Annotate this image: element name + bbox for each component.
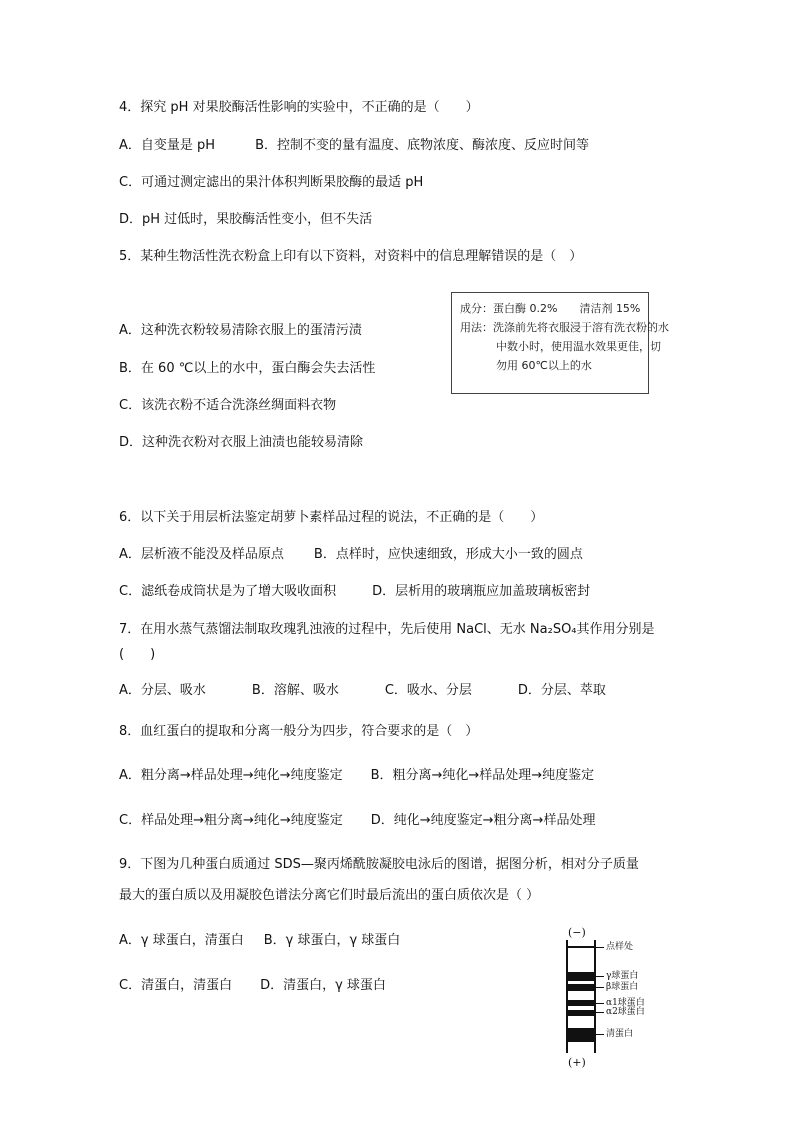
sample-origin-line — [568, 946, 594, 948]
alpha2-globulin-label: α2球蛋白 — [606, 1007, 645, 1017]
q4-option-d: D．pH 过低时，果胶酶活性变小，但不失活 — [119, 212, 373, 227]
q5-stem: 5．某种生物活性洗衣粉盒上印有以下资料，对资料中的信息理解错误的是（ ） — [119, 249, 583, 264]
q7-stem-paren: ( ) — [119, 647, 156, 662]
band-beta-globulin — [568, 984, 594, 991]
q8-options-row1 — [119, 767, 594, 785]
negative-pole-label: (−) — [568, 926, 586, 939]
q5-option-b: B．在 60 ℃以上的水中，蛋白酶会失去活性 — [119, 361, 376, 376]
q4-option-b: B．控制不变的量有温度、底物浓度、酶浓度、反应时间等 — [255, 138, 589, 153]
q6-options-row1 — [119, 546, 583, 564]
origin-pointer — [596, 947, 604, 948]
info-box-line-4: 勿用 60℃以上的水 — [496, 359, 592, 372]
band-alpha2-globulin — [568, 1010, 594, 1016]
band-alpha1-globulin — [568, 1000, 594, 1006]
q6-option-b: B．点样时，应快速细致，形成大小一致的圆点 — [313, 547, 583, 562]
q8-option-c: C．样品处理→粗分离→纯化→纯度鉴定 — [119, 813, 343, 828]
albumin-label: 清蛋白 — [606, 1029, 634, 1039]
alpha1-globulin-label: α1球蛋白 — [606, 998, 645, 1008]
q6-option-d: D．层析用的玻璃瓶应加盖玻璃板密封 — [372, 584, 591, 599]
q4-options-row1 — [119, 137, 589, 155]
q9-option-d: D．清蛋白，γ 球蛋白 — [260, 978, 386, 993]
q5-option-c: C．该洗衣粉不适合洗涤丝绸面料衣物 — [119, 398, 337, 413]
q8-options-row2 — [119, 812, 595, 830]
q6-stem: 6．以下关于用层析法鉴定胡萝卜素样品过程的说法，不正确的是（ ） — [119, 510, 544, 525]
q4-stem: 4．探究 pH 对果胶酶活性影响的实验中，不正确的是（ ） — [119, 100, 479, 115]
gamma-globulin-label: γ球蛋白 — [606, 971, 639, 981]
q7-stem: 7．在用水蒸气蒸馏法制取玫瑰乳浊液的过程中，先后使用 NaCl、无水 Na₂SO₄其作用分别是 — [119, 622, 655, 637]
q6-option-c: C．滤纸卷成筒状是为了增大吸收面积 — [119, 584, 337, 599]
beta-globulin-label: β球蛋白 — [606, 982, 639, 992]
info-box-line-3: 中数小时，使用温水效果更佳，切 — [496, 340, 661, 353]
q8-option-d: D．纯化→纯度鉴定→粗分离→样品处理 — [370, 813, 596, 828]
albumin-pointer — [596, 1034, 604, 1035]
q9-stem-line2: 最大的蛋白质以及用凝胶色谱法分离它们时最后流出的蛋白质依次是（ ） — [119, 888, 540, 903]
beta-pointer — [596, 987, 604, 988]
band-albumin — [568, 1028, 594, 1042]
q4-option-c: C．可通过测定滤出的果汁体积判断果胶酶的最适 pH — [119, 175, 424, 190]
q8-option-b: B．粗分离→纯化→样品处理→纯度鉴定 — [370, 768, 595, 783]
alpha1-pointer — [596, 1003, 604, 1004]
q7-option-d: D．分层、萃取 — [517, 683, 606, 698]
alpha2-pointer — [596, 1012, 604, 1013]
q5-option-d: D．这种洗衣粉对衣服上油渍也能较易清除 — [119, 435, 364, 450]
detergent-info-box — [451, 292, 669, 394]
q9-options-row2 — [119, 977, 386, 995]
q8-option-a: A．粗分离→样品处理→纯化→纯度鉴定 — [119, 768, 343, 783]
band-gamma-globulin — [568, 972, 594, 981]
q9-stem: 9．下图为几种蛋白质通过 SDS—聚丙烯酰胺凝胶电泳后的图谱，据图分析，相对分子质量 — [119, 857, 639, 872]
info-box-line-1: 成分：蛋白酶 0.2% 清洁剂 15% — [460, 302, 641, 315]
q7-option-b: B．溶解、吸水 — [251, 683, 339, 698]
q5-option-a: A．这种洗衣粉较易清除衣服上的蛋清污渍 — [119, 323, 362, 338]
q7-option-c: C．吸水、分层 — [384, 683, 472, 698]
positive-pole-label: (+) — [568, 1056, 586, 1069]
q9-option-a: A．γ 球蛋白，清蛋白 — [119, 933, 244, 948]
electrophoresis-figure — [560, 926, 660, 1072]
q7-options-row — [119, 682, 606, 700]
info-box-line-2: 用法：洗涤前先将衣服浸于溶有洗衣粉的水 — [460, 321, 669, 334]
gamma-pointer — [596, 976, 604, 977]
origin-label: 点样处 — [606, 942, 634, 952]
q8-stem: 8．血红蛋白的提取和分离一般分为四步，符合要求的是（ ） — [119, 724, 479, 739]
q6-option-a: A．层析液不能没及样品原点 — [119, 547, 284, 562]
q6-options-row2 — [119, 583, 590, 601]
q9-option-b: B．γ 球蛋白，γ 球蛋白 — [263, 933, 401, 948]
q4-option-a: A．自变量是 pH — [119, 138, 216, 153]
q9-option-c: C．清蛋白，清蛋白 — [119, 978, 233, 993]
q7-option-a: A．分层、吸水 — [119, 683, 206, 698]
q9-options-row1 — [119, 932, 400, 950]
